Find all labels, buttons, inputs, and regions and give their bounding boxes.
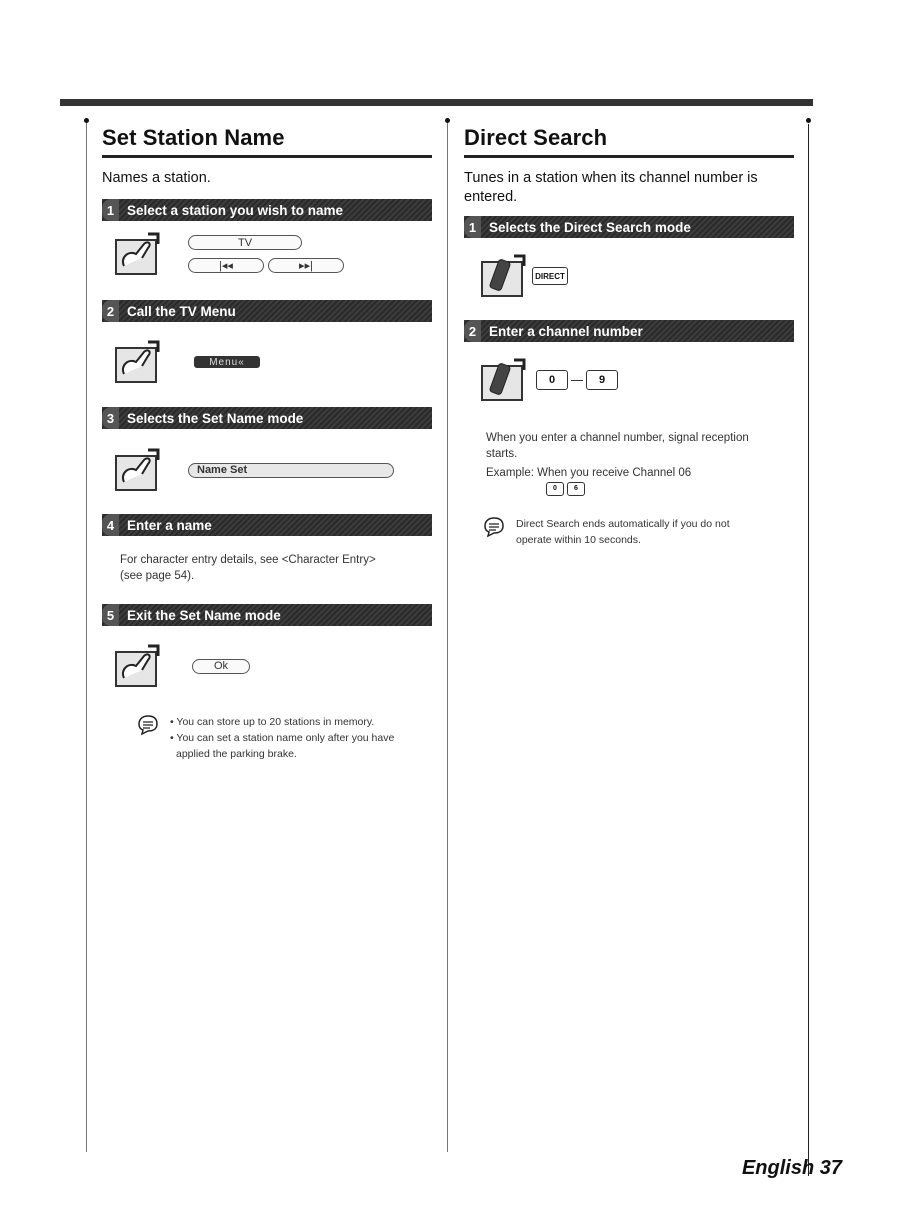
step1-illustration	[114, 232, 344, 276]
note-icon	[136, 714, 160, 736]
step-bar-3	[102, 407, 432, 429]
step-number: 2	[102, 300, 119, 322]
touch-hand-icon	[114, 232, 162, 276]
set-name-notes: • You can store up to 20 stations in memory. • You can set a station name only after you have applied the parking brake.	[136, 714, 436, 762]
example-key-0: 0	[546, 482, 564, 496]
step2-illustration	[114, 340, 260, 384]
direct-key[interactable]: DIRECT	[532, 267, 568, 285]
step-label: Select a station you wish to name	[127, 202, 344, 218]
reception-text: When you enter a channel number, signal reception starts. Example: When you receive Channel 06 0 6	[486, 430, 806, 496]
section-intro: Names a station.	[102, 170, 211, 186]
step-bar-4	[102, 514, 432, 536]
menu-button[interactable]: Menu«	[194, 356, 260, 368]
touch-hand-icon	[114, 644, 162, 688]
step-label: Selects the Set Name mode	[127, 410, 304, 426]
right-margin-dot	[806, 118, 811, 123]
step-label: Selects the Direct Search mode	[489, 219, 691, 235]
step-label: Call the TV Menu	[127, 303, 236, 319]
note-icon	[482, 516, 506, 538]
step1-illustration	[480, 254, 568, 298]
step-label: Enter a channel number	[489, 323, 643, 339]
page-number-label: English 37	[741, 1157, 842, 1179]
number-key-0[interactable]: 0	[536, 370, 568, 390]
step-bar-1	[464, 216, 794, 238]
step-label: Exit the Set Name mode	[127, 607, 281, 623]
number-key-9[interactable]: 9	[586, 370, 618, 390]
example-keys	[546, 482, 806, 496]
center-divider-line	[447, 122, 448, 1152]
section-intro: Tunes in a station when its channel number is entered.	[464, 170, 758, 205]
step-number: 5	[102, 604, 119, 626]
top-rule	[60, 99, 813, 106]
step-number: 2	[464, 320, 481, 342]
center-dot	[445, 118, 450, 123]
touch-hand-icon	[114, 340, 162, 384]
section-title: Set Station Name	[102, 122, 432, 158]
step-bar-5	[102, 604, 432, 626]
previous-button[interactable]: |◂◂	[188, 258, 264, 273]
step-bar-2	[102, 300, 432, 322]
step-number: 1	[464, 216, 481, 238]
remote-control-icon	[480, 358, 528, 402]
tv-button[interactable]: TV	[188, 235, 302, 250]
touch-hand-icon	[114, 448, 162, 492]
set-station-name-section	[102, 122, 432, 760]
name-set-button[interactable]: Name Set	[188, 463, 394, 478]
left-margin-line	[86, 122, 87, 1152]
step5-illustration	[114, 644, 250, 688]
step-number: 3	[102, 407, 119, 429]
right-margin-line	[808, 124, 809, 1176]
next-button[interactable]: ▸▸|	[268, 258, 344, 273]
remote-control-icon	[480, 254, 528, 298]
direct-search-note: Direct Search ends automatically if you do not operate within 10 seconds.	[482, 516, 802, 548]
step-number: 4	[102, 514, 119, 536]
range-dash	[571, 380, 583, 381]
ok-button[interactable]: Ok	[192, 659, 250, 674]
left-margin-dot	[84, 118, 89, 123]
step-label: Enter a name	[127, 517, 212, 533]
step-bar-2	[464, 320, 794, 342]
character-entry-text: For character entry details, see <Character Entry> (see page 54).	[120, 554, 376, 582]
section-title: Direct Search	[464, 122, 794, 158]
direct-search-section	[464, 122, 794, 546]
step-number: 1	[102, 199, 119, 221]
step-bar-1	[102, 199, 432, 221]
example-key-6: 6	[567, 482, 585, 496]
step3-illustration	[114, 448, 394, 492]
step2-illustration	[480, 358, 618, 402]
